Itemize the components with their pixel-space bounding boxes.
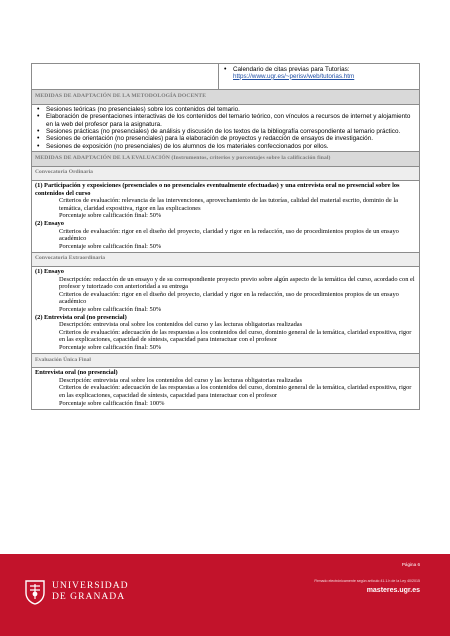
- tutorias-label: Calendario de citas previas para Tutorías:: [233, 65, 350, 73]
- list-item: • Sesiones prácticas (no presenciales) de análisis y discusión de los textos de la bibliografía correspondiente al temario práctico.: [46, 128, 416, 135]
- ordinaria-p2-percentage: Porcentaje sobre calificación final: 50%: [59, 242, 162, 250]
- ordinaria-p2-criteria: Criterios de evaluación: rigor en el diseño del proyecto, claridad y rigor en la redacción, uso de procedimientos propios de un ensayo académico: [59, 227, 399, 243]
- ordinaria-p1-criteria: Criterios de evaluación: relevancia de las intervenciones, aprovechamiento de las tutorías, calidad del material escrito, dominio de la temática, claridad expositiva, rigor en las explicaciones: [59, 197, 398, 212]
- extraordinaria-p2-description: Descripción: entrevista oral sobre los contenidos del curso y las lecturas obligatorias realizadas: [59, 321, 303, 329]
- extraordinaria-cell: [32, 266, 420, 354]
- extraordinaria-p1-percentage: Porcentaje sobre calificación final: 50%: [59, 305, 162, 313]
- university-name: [52, 581, 129, 602]
- list-item: • Sesiones de orientación (no presenciales) para la elaboración de proyectos y redacción de ensayos de investigación.: [46, 135, 416, 142]
- list-item: • Sesiones teóricas (no presenciales) sobre los contenidos del temario.: [46, 106, 416, 113]
- page-number: Página 6: [401, 562, 420, 567]
- extraordinaria-p1-title: (1) Ensayo: [35, 268, 64, 275]
- tutorias-cell: [219, 64, 420, 90]
- extraordinaria-p1-description: Descripción: redacción de un ensayo y de su correspondiente proyecto previo sobre algún aspecto de la temática del curso, acordado con el profesor y tutorizado con anterioridad a su entrega: [59, 275, 415, 291]
- extraordinaria-title: Convocatoria Extraordinaria: [32, 252, 420, 266]
- methodology-list: [35, 106, 416, 150]
- list-item: • Sesiones de exposición (no presenciales) de los alumnos de los materiales confeccionados por ellos.: [46, 143, 416, 150]
- extraordinaria-p2-criteria: Criterios de evaluación: adecuación de las respuestas a los contenidos del curso, dominio general de la temática, claridad expositiva, rigor en las explicaciones, capacidad de síntesis, capacidad para interactuar con el profesor: [59, 328, 412, 344]
- ordinaria-p1-percentage: Porcentaje sobre calificación final: 50%: [59, 212, 162, 220]
- university-name-line1: UNIVERSIDAD: [52, 580, 129, 591]
- list-item: [233, 66, 416, 81]
- unica-cell: [32, 367, 420, 409]
- list-item: • Elaboración de presentaciones interactivas de los contenidos del temario teórico, con vínculos a recursos de internet y alojamiento en la web del profesor para la asignatura.: [46, 113, 416, 128]
- guide-table: [31, 63, 420, 410]
- footer-band: [0, 554, 450, 636]
- verification-text: Firmado electrónicamente según artículo 41.1.h de la Ley 40/2015: [314, 579, 420, 583]
- extraordinaria-p2-percentage: Porcentaje sobre calificación final: 50%: [59, 343, 162, 351]
- university-name-line2: DE GRANADA: [52, 590, 126, 602]
- ordinaria-title: Convocatoria Ordinaria: [32, 166, 420, 180]
- unica-p1-description: Descripción: entrevista oral sobre los contenidos del curso y las lecturas obligatorias realizadas: [59, 376, 303, 384]
- unica-p1-criteria: Criterios de evaluación: adecuación de las respuestas a los contenidos del curso, dominio general de la temática, claridad expositiva, rigor en las explicaciones, capacidad de síntesis, capacidad para interactuar con el profesor: [59, 384, 412, 399]
- unica-p1-percentage: Porcentaje sobre calificación final: 100%: [59, 399, 165, 407]
- unica-title: Evaluación Única Final: [32, 354, 420, 368]
- extraordinaria-p2-title: (2) Entrevista oral (no presencial): [35, 313, 127, 321]
- tutorias-row: [32, 64, 420, 90]
- tutorias-list: [222, 66, 416, 81]
- ordinaria-cell: [32, 180, 420, 252]
- brand-site[interactable]: masteres.ugr.es: [366, 587, 420, 594]
- methodology-cell: [32, 104, 420, 152]
- empty-cell: [32, 64, 219, 90]
- tutorias-link[interactable]: https://www.ugr.es/~perisv/web/tutorias.htm: [233, 72, 355, 80]
- ordinaria-p1-title: (1) Participación y exposiciones (presenciales o no presenciales eventualmente efectuadas) y una entrevista oral no presencial sobre los contenidos del curso: [35, 182, 400, 197]
- university-crest-icon: [24, 579, 46, 605]
- methodology-header: MEDIDAS DE ADAPTACIÓN DE LA METODOLOGÍA DOCENTE: [32, 90, 420, 105]
- evaluation-header: MEDIDAS DE ADAPTACIÓN DE LA EVALUACIÓN (Instrumentos, criterios y porcentajes sobre la calificación final): [32, 152, 420, 167]
- extraordinaria-p1-criteria: Criterios de evaluación: rigor en el diseño del proyecto, claridad y rigor en la redacción, uso de procedimientos propios de un ensayo académico: [59, 290, 399, 306]
- unica-p1-title: Entrevista oral (no presencial): [35, 369, 118, 377]
- ordinaria-p2-title: (2) Ensayo: [35, 220, 64, 228]
